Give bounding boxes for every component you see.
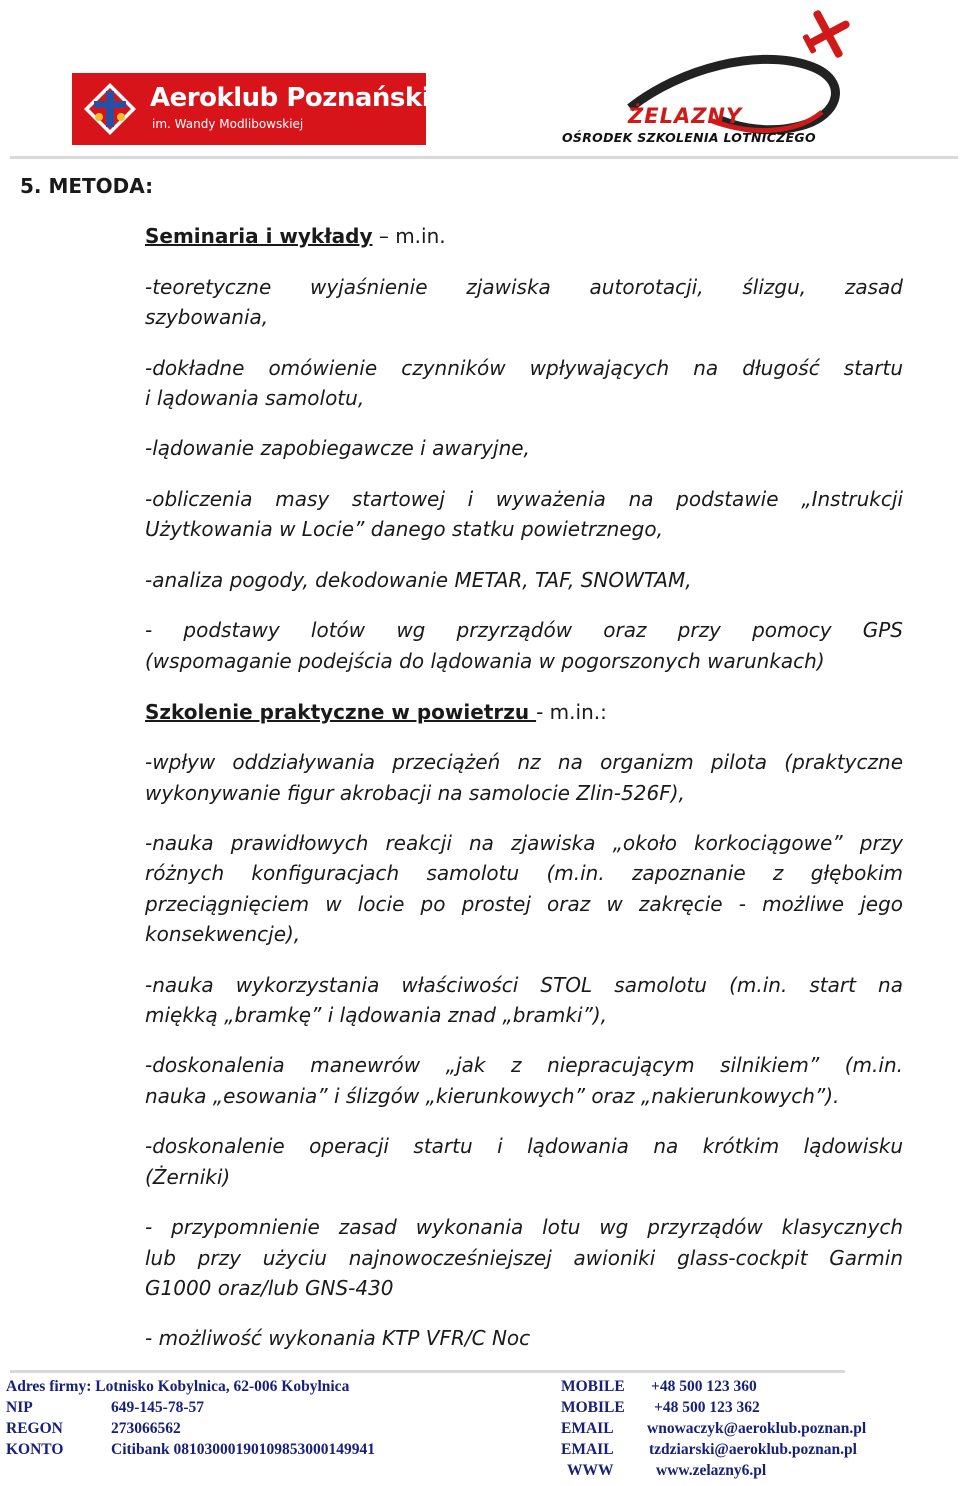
footer-phone: +48 500 123 360 — [651, 1378, 757, 1395]
practical-line: -nauka prawidłowych reakcji na zjawiska „około korkociągowe” przy — [145, 831, 903, 855]
aeroklub-subtitle: im. Wandy Modlibowskiej — [152, 117, 304, 131]
practical-line: -doskonalenia manewrów „jak z niepracującym silnikiem” (m.in. — [145, 1053, 903, 1077]
practical-line: -nauka wykorzystania właściwości STOL samolotu (m.in. start na — [145, 973, 903, 997]
footer-address: Adres firmy: Lotnisko Kobylnica, 62-006 Kobylnica — [6, 1378, 350, 1395]
header-divider — [10, 156, 958, 159]
seminar-line: -obliczenia masy startowej i wyważenia na podstawie „Instrukcji — [145, 487, 903, 511]
footer-nip: 649-145-78-57 — [111, 1399, 204, 1416]
footer-label: REGON — [6, 1420, 63, 1437]
zelazny-name: ŻELAZNY — [628, 104, 743, 128]
aeroklub-name: Aeroklub Poznański — [150, 83, 431, 113]
footer-label: EMAIL — [561, 1420, 614, 1437]
practical-heading-line — [145, 697, 903, 728]
practical-line: miękką „bramkę” i lądowania znad „bramki”), — [145, 1003, 608, 1027]
practical-heading-suffix: - m.in.: — [536, 700, 607, 724]
zelazny-tagline: OŚRODEK SZKOLENIA LOTNICZEGO — [562, 130, 816, 145]
seminar-line: szybowania, — [145, 305, 269, 329]
practical-line: (Żerniki) — [145, 1165, 231, 1189]
footer-label: EMAIL — [561, 1441, 614, 1458]
zelazny-logo — [560, 8, 880, 148]
practical-line: konsekwencje), — [145, 922, 301, 946]
seminars-heading-suffix: – m.in. — [372, 224, 446, 248]
practical-line: - możliwość wykonania KTP VFR/C Noc — [145, 1326, 531, 1350]
seminar-line: i lądowania samolotu, — [145, 386, 365, 410]
footer-phone: +48 500 123 362 — [654, 1399, 760, 1416]
practical-line: -wpływ oddziaływania przeciążeń nz na organizm pilota (praktyczne — [145, 750, 903, 774]
practical-line: -doskonalenie operacji startu i lądowania na krótkim lądowisku — [145, 1134, 903, 1158]
footer-divider — [10, 1370, 845, 1373]
seminar-line: -dokładne omówienie czynników wpływających na długość startu — [145, 356, 903, 380]
seminars-heading: Seminaria i wykłady — [145, 224, 373, 248]
practical-line: różnych konfiguracjach samolotu (m.in. zapoznanie z głębokim — [145, 861, 903, 885]
practical-line: lub przy użyciu najnowocześniejszej awioniki glass-cockpit Garmin — [145, 1246, 903, 1270]
footer-email-link[interactable]: tzdziarski@aeroklub.poznan.pl — [649, 1441, 857, 1458]
airplane-icon — [795, 8, 862, 68]
practical-line: wykonywanie figur akrobacji na samolocie Zlin-526F), — [145, 781, 685, 805]
footer-regon: 273066562 — [111, 1420, 181, 1437]
footer-label: MOBILE — [561, 1378, 625, 1395]
practical-line: przeciągnięciem w locie po prostej oraz w zakręcie - możliwe jego — [145, 892, 903, 916]
aeroklub-badge-icon — [82, 81, 138, 137]
seminar-line: -teoretyczne wyjaśnienie zjawiska autorotacji, ślizgu, zasad — [145, 275, 903, 299]
seminars-heading-line — [145, 221, 903, 252]
footer-email-link[interactable]: wnowaczyk@aeroklub.poznan.pl — [647, 1420, 867, 1437]
seminar-line: Użytkowania w Locie” danego statku powietrznego, — [145, 517, 663, 541]
seminar-line: - podstawy lotów wg przyrządów oraz przy pomocy GPS — [145, 618, 903, 642]
footer-label: MOBILE — [561, 1399, 625, 1416]
footer-website-link[interactable]: www.zelazny6.pl — [656, 1462, 767, 1479]
practical-line: nauka „esowania” i ślizgów „kierunkowych” oraz „nakierunkowych”). — [145, 1084, 840, 1108]
footer-label: NIP — [6, 1399, 33, 1416]
section-heading: 5. METODA: — [20, 174, 154, 198]
practical-line: - przypomnienie zasad wykonania lotu wg przyrządów klasycznych — [145, 1215, 903, 1239]
seminar-line: -analiza pogody, dekodowanie METAR, TAF, SNOWTAM, — [145, 568, 692, 592]
aeroklub-logo — [72, 73, 431, 145]
footer-label: KONTO — [6, 1441, 64, 1458]
practical-line: G1000 oraz/lub GNS-430 — [145, 1276, 394, 1300]
practical-heading: Szkolenie praktyczne w powietrzu — [145, 700, 537, 724]
seminar-line: (wspomaganie podejścia do lądowania w pogorszonych warunkach) — [145, 649, 825, 673]
footer-label: WWW — [567, 1462, 614, 1479]
footer-account: Citibank 08103000190109853000149941 — [111, 1441, 375, 1458]
seminar-line: -lądowanie zapobiegawcze i awaryjne, — [145, 436, 530, 460]
